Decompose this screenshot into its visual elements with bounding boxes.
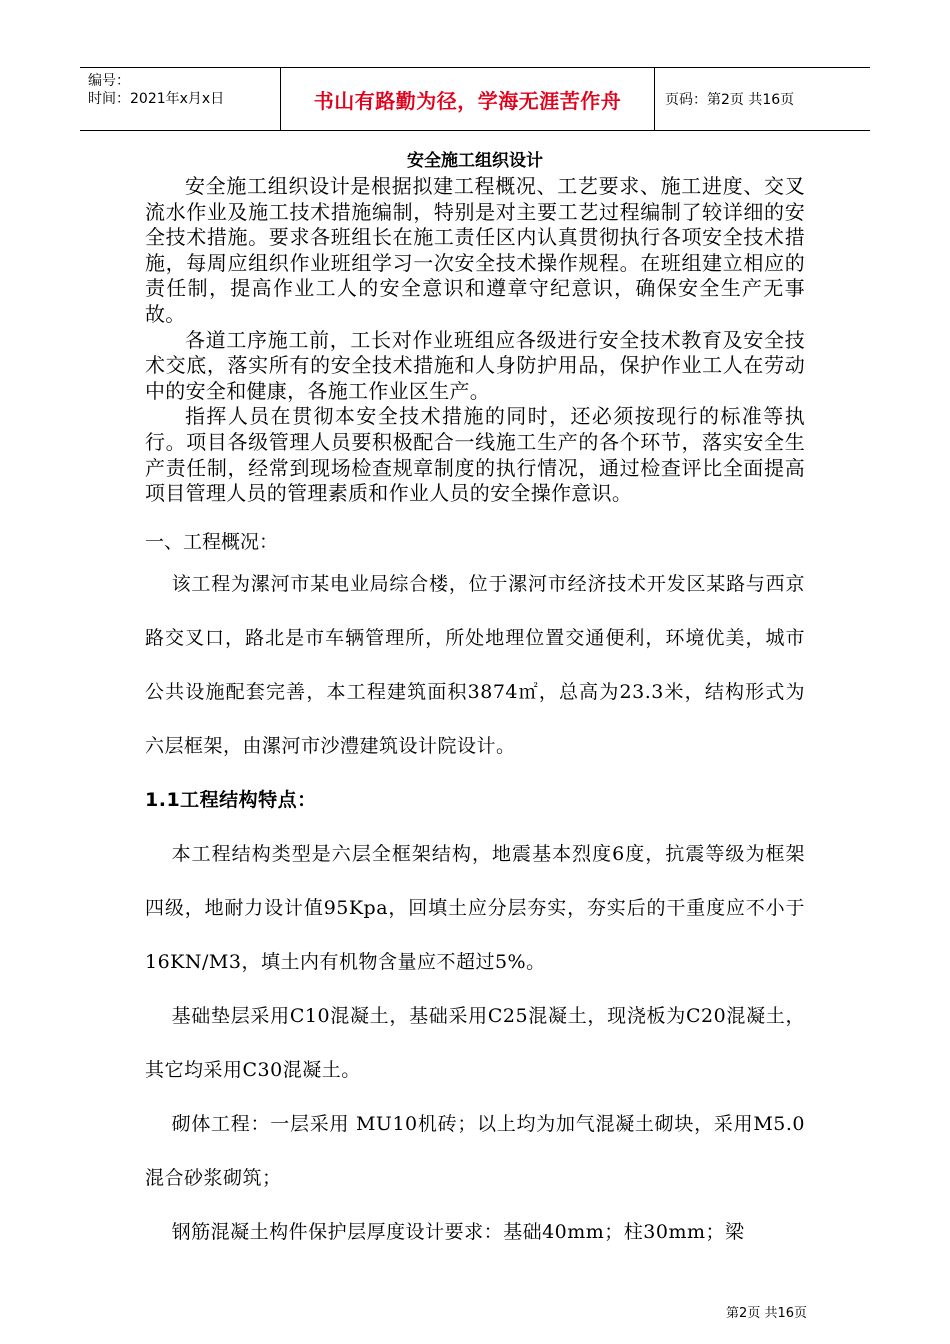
header-meta: [80, 68, 280, 130]
page-footer: 第2页 共16页: [726, 1306, 807, 1321]
page-header: [80, 67, 870, 131]
document-number-label: 编号：: [88, 73, 130, 89]
intro-section: [145, 174, 805, 507]
structure-paragraph: 钢筋混凝土构件保护层厚度设计要求：基础40mm；柱30mm；梁: [171, 1220, 745, 1243]
subsection-heading-structure: 1.1工程结构特点：: [145, 788, 317, 811]
overview-section: [145, 557, 805, 1259]
structure-paragraph: 砌体工程：一层采用 MU10机砖；以上均为加气混凝土砌块，采用M5.0混合砂浆砌筑；: [145, 1112, 805, 1189]
document-title: 安全施工组织设计: [407, 151, 543, 171]
intro-paragraph: 各道工序施工前，工长对作业班组应各级进行安全技术教育及安全技术交底，落实所有的安全技术措施和人身防护用品，保护作业工人在劳动中的安全和健康，各施工作业区生产。: [145, 327, 805, 403]
document-time-label: 时间：2021年x月x日: [88, 91, 225, 107]
document-body: [145, 148, 805, 1259]
intro-paragraph: 安全施工组织设计是根据拟建工程概况、工艺要求、施工进度、交叉流水作业及施工技术措施编制，特别是对主要工艺过程编制了较详细的安全技术措施。要求各班组长在施工责任区内认真贯彻执行各项安全技术措施，每周应组织作业班组学习一次安全技术操作规程。在班组建立相应的责任制，提高作业工人的安全意识和遵章守纪意识，确保安全生产无事故。: [145, 174, 805, 326]
header-page-info: 页码：第2页 共16页: [665, 92, 795, 108]
intro-paragraph: 指挥人员在贯彻本安全技术措施的同时，还必须按现行的标准等执行。项目各级管理人员要积极配合一线施工生产的各个环节，落实安全生产责任制，经常到现场检查规章制度的执行情况，通过检查评比全面提高项目管理人员的管理素质和作业人员的安全操作意识。: [145, 404, 805, 506]
overview-paragraph: 该工程为漯河市某电业局综合楼，位于漯河市经济技术开发区某路与西京路交叉口，路北是市车辆管理所，所处地理位置交通便利，环境优美，城市公共设施配套完善，本工程建筑面积3874㎡，总高为23.3米，结构形式为六层框架，由漯河市沙澧建筑设计院设计。: [145, 572, 805, 757]
structure-paragraph: 本工程结构类型是六层全框架结构，地震基本烈度6度，抗震等级为框架四级，地耐力设计值95Kpa，回填土应分层夯实，夯实后的干重度应不小于16KN/M3，填土内有机物含量应不超过5%。: [145, 842, 805, 973]
section-heading-overview: 一、工程概况：: [145, 530, 279, 553]
header-motto: 书山有路勤为径，学海无涯苦作舟: [280, 68, 655, 130]
structure-paragraph: 基础垫层采用C10混凝土，基础采用C25混凝土，现浇板为C20混凝土，其它均采用C30混凝土。: [145, 1004, 805, 1081]
